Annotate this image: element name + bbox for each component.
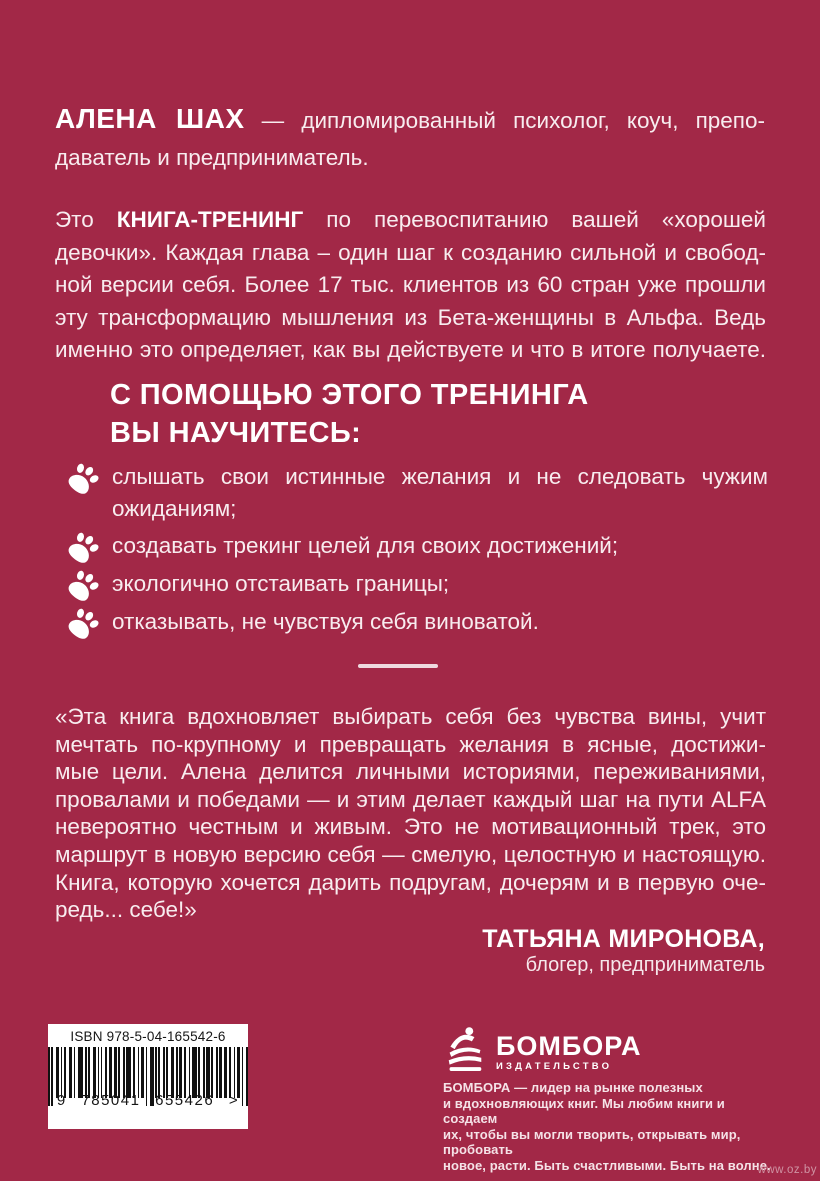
book-training-label: КНИГА-ТРЕНИНГ xyxy=(116,207,304,232)
review-quote xyxy=(55,703,766,924)
publisher-description-line: и вдохновляющих книг. Мы любим книги и создаем xyxy=(443,1095,725,1127)
paw-icon xyxy=(68,532,99,563)
bullet-2-line1: создавать трекинг целей для своих достижений; xyxy=(112,533,619,558)
publisher-description-line: новое, расти. Быть счастливыми. Быть на волне. xyxy=(443,1157,771,1173)
bombora-logo-icon xyxy=(443,1026,487,1074)
list-item xyxy=(68,461,768,525)
author-intro-line1 xyxy=(55,100,765,139)
book-description-line5: именно это определяет, как вы действуете и что в итоге получаете. xyxy=(55,337,766,363)
publisher-subtitle: ИЗДАТЕЛЬСТВО xyxy=(496,1061,613,1072)
divider xyxy=(358,664,438,668)
bullet-text xyxy=(112,530,768,563)
publisher-description xyxy=(443,1080,773,1174)
publisher-wordmark xyxy=(496,1026,641,1073)
book-description-prefix: Это xyxy=(55,207,117,232)
quote-line: провалами и победами — и этим делает каждый шаг на пути ALFA xyxy=(55,786,766,812)
publisher-description-line: их, чтобы вы могли творить, открывать мир, пробовать xyxy=(443,1126,741,1158)
bullet-text xyxy=(112,568,768,601)
book-description xyxy=(55,204,766,367)
book-description-line1-rest: по перевоспитанию вашей «хорошей xyxy=(303,207,767,232)
book-description-line1 xyxy=(55,204,766,237)
quote-line: невероятно честным и живым. Это не мотивационный трек, это xyxy=(55,814,766,840)
list-item xyxy=(68,606,768,639)
author-intro xyxy=(55,100,765,176)
paw-icon xyxy=(68,608,99,639)
list-item xyxy=(68,568,768,601)
bullet-4-line1: отказывать, не чувствуя себя виноватой. xyxy=(112,609,539,634)
reviewer-role: блогер, предприниматель xyxy=(525,954,765,976)
bullet-text xyxy=(112,606,768,639)
quote-line: «Эта книга вдохновляет выбирать себя без чувства вины, учит xyxy=(55,704,766,729)
book-description-line3: ной версии себя. Более 17 тыс. клиентов из 60 стран уже прошли xyxy=(55,272,766,298)
quote-line: редь... себе!» xyxy=(55,897,197,923)
isbn-barcode-box xyxy=(48,1024,248,1129)
publisher-name: БОМБОРА xyxy=(496,1031,642,1061)
attribution xyxy=(55,926,765,977)
bullet-1-line2: ожиданиям; xyxy=(112,496,237,521)
publisher-block xyxy=(443,1026,773,1174)
bullet-3-line1: экологично отстаивать границы; xyxy=(112,571,450,596)
heading-line1: С ПОМОЩЬЮ ЭТОГО ТРЕНИНГА xyxy=(110,379,589,411)
publisher-logo xyxy=(443,1026,773,1074)
author-intro-line2: даватель и предприниматель. xyxy=(55,145,369,170)
training-benefits-heading xyxy=(110,376,750,452)
author-intro-line1-rest: — дипломированный психолог, коуч, препо- xyxy=(244,108,765,133)
watermark: www.oz.by xyxy=(757,1164,817,1176)
publisher-description-line: БОМБОРА — лидер на рынке полезных xyxy=(443,1080,703,1095)
bullet-1-line1: слышать свои истинные желания и не следовать чужим xyxy=(112,464,768,489)
author-name: АЛЕНА ШАХ xyxy=(55,103,245,134)
quote-line: Книга, которую хочется дарить подругам, дочерям и в первую оче- xyxy=(55,869,766,895)
barcode-digits: 9 785041 655426 > xyxy=(56,1092,240,1109)
quote-line: мые цели. Алена делится личными историями, переживаниями, xyxy=(55,759,766,785)
isbn-label: ISBN 978-5-04-165542-6 xyxy=(70,1029,226,1044)
list-item xyxy=(68,530,768,563)
book-description-line2: девочки». Каждая глава – один шаг к созданию сильной и свобод- xyxy=(55,239,766,265)
reviewer-name: ТАТЬЯНА МИРОНОВА, xyxy=(482,925,765,953)
quote-line: мечтать по-крупному и превращать желания в ясные, достижи- xyxy=(55,731,766,757)
paw-icon xyxy=(68,570,99,601)
heading-line2: ВЫ НАУЧИТЕСЬ: xyxy=(110,417,362,449)
paw-icon xyxy=(68,463,99,494)
quote-line: маршрут в новую версию себя — смелую, целостную и настоящую. xyxy=(55,841,766,867)
benefits-list xyxy=(68,461,768,644)
bullet-text xyxy=(112,461,768,525)
book-description-line4: эту трансформацию мышления из Бета-женщины в Альфа. Ведь xyxy=(55,304,766,330)
